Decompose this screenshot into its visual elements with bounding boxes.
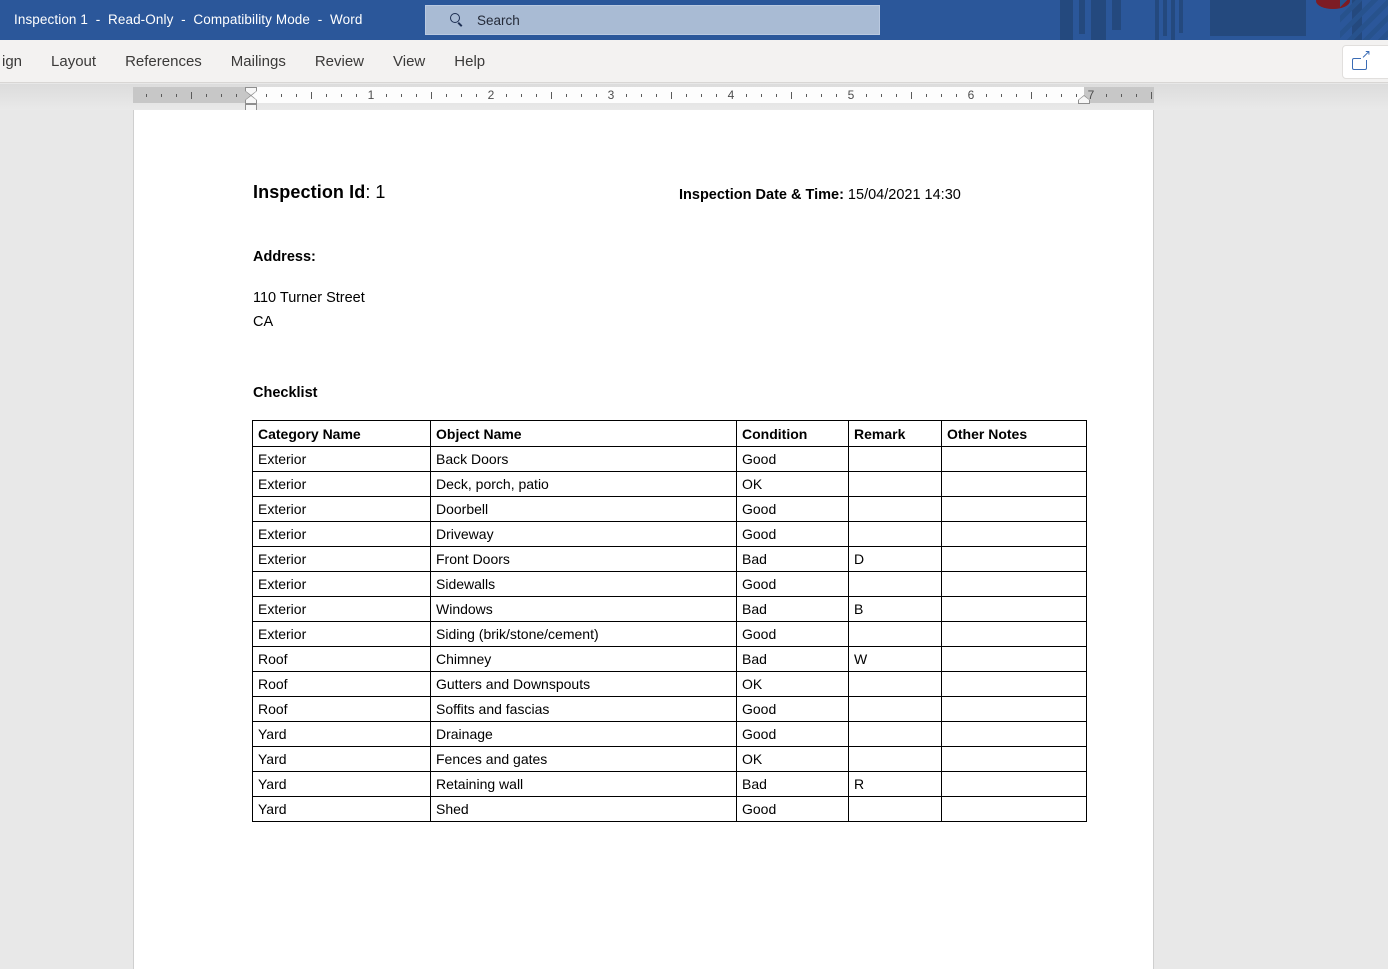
table-cell (849, 722, 942, 747)
table-row (253, 722, 1087, 747)
table-row (253, 497, 1087, 522)
table-cell: Yard (253, 797, 431, 822)
table-row (253, 747, 1087, 772)
ruler-tick (356, 94, 357, 97)
table-cell (942, 747, 1087, 772)
table-cell: Roof (253, 697, 431, 722)
column-header: Remark (849, 421, 942, 447)
ruler-tick (476, 94, 477, 97)
table-cell: Yard (253, 772, 431, 797)
ruler-tick (926, 94, 927, 97)
checklist-table-header (253, 421, 1087, 447)
table-cell: Exterior (253, 597, 431, 622)
table-cell (849, 672, 942, 697)
checklist-table-body (253, 447, 1087, 822)
table-cell: Driveway (431, 522, 737, 547)
ruler-tick (176, 94, 177, 97)
inspection-id-value: 1 (375, 182, 386, 202)
ruler-tick (1046, 94, 1047, 97)
table-cell (849, 697, 942, 722)
table-cell: Front Doors (431, 547, 737, 572)
table-row (253, 697, 1087, 722)
table-cell: Sidewalls (431, 572, 737, 597)
inspection-date-line (679, 187, 961, 203)
tab-view[interactable]: View (393, 52, 426, 70)
ruler-tick (341, 94, 342, 97)
inspection-date-value: 15/04/2021 14:30 (843, 187, 961, 203)
titlebar-decoration (1179, 0, 1183, 33)
table-cell: Exterior (253, 622, 431, 647)
table-cell: Good (737, 497, 849, 522)
tab-help[interactable]: Help (454, 52, 486, 70)
ruler-tick (311, 92, 312, 99)
ruler-tick (956, 94, 957, 97)
ruler-tick (296, 94, 297, 97)
ruler-tick (821, 94, 822, 97)
titlebar-decoration (1163, 0, 1167, 36)
ruler-tick (461, 94, 462, 97)
table-cell: Deck, porch, patio (431, 472, 737, 497)
ruler-tick (941, 94, 942, 97)
ruler-tick (146, 94, 147, 97)
table-cell: Doorbell (431, 497, 737, 522)
tab-layout[interactable]: Layout (51, 52, 97, 70)
column-header: Object Name (431, 421, 737, 447)
titlebar-decoration (1079, 0, 1085, 34)
tab-review[interactable]: Review (314, 52, 365, 70)
table-cell: OK (737, 472, 849, 497)
ruler-tick (671, 92, 672, 99)
ruler-tick (221, 94, 222, 97)
ruler-tick (446, 94, 447, 97)
table-cell (849, 522, 942, 547)
address-label: Address: (253, 249, 316, 265)
ruler-tick (641, 94, 642, 97)
table-cell: Good (737, 622, 849, 647)
ruler-tick (986, 94, 987, 97)
ruler-tick (281, 94, 282, 97)
table-cell (849, 497, 942, 522)
column-header: Category Name (253, 421, 431, 447)
ruler-tick (521, 94, 522, 97)
table-cell: Bad (737, 547, 849, 572)
table-cell (849, 447, 942, 472)
ruler-tick (416, 94, 417, 97)
document-page[interactable] (133, 110, 1154, 969)
inspection-id-separator: : (365, 182, 376, 202)
table-cell: Chimney (431, 647, 737, 672)
address-line: 110 Turner Street (253, 290, 365, 306)
titlebar-decoration (1091, 0, 1106, 40)
ruler-tick (761, 94, 762, 97)
table-row (253, 572, 1087, 597)
table-cell (942, 772, 1087, 797)
table-cell: Good (737, 447, 849, 472)
ruler-tick (896, 94, 897, 97)
table-cell (942, 797, 1087, 822)
ruler-tick (581, 94, 582, 97)
ruler-tick (881, 94, 882, 97)
ruler-inch-label: 1 (367, 88, 375, 102)
table-row (253, 772, 1087, 797)
ruler-tick (386, 94, 387, 97)
header-row (253, 421, 1087, 447)
ruler-tick (1151, 92, 1152, 99)
table-cell (942, 697, 1087, 722)
column-header: Condition (737, 421, 849, 447)
table-cell: Windows (431, 597, 737, 622)
table-row (253, 797, 1087, 822)
ruler-tick (1106, 94, 1107, 97)
table-row (253, 622, 1087, 647)
ribbon-tabs (0, 40, 1388, 82)
table-cell (849, 572, 942, 597)
ruler-tick (236, 94, 237, 97)
table-cell (942, 547, 1087, 572)
titlebar-decoration (1171, 0, 1175, 40)
ruler-tick (1076, 94, 1077, 97)
search-icon (450, 13, 464, 27)
ruler-tick (506, 94, 507, 97)
table-cell: Roof (253, 672, 431, 697)
ruler-tick (716, 94, 717, 97)
table-cell: Exterior (253, 572, 431, 597)
table-cell: Exterior (253, 497, 431, 522)
ruler-tick (266, 94, 267, 97)
inspection-id-label: Inspection Id (253, 182, 366, 202)
table-cell: Good (737, 797, 849, 822)
table-cell: Gutters and Downspouts (431, 672, 737, 697)
table-cell (942, 672, 1087, 697)
table-cell (942, 522, 1087, 547)
share-button[interactable] (1342, 45, 1388, 79)
table-cell: Back Doors (431, 447, 737, 472)
column-header: Other Notes (942, 421, 1087, 447)
titlebar-decoration (1210, 0, 1306, 36)
table-cell: Siding (brik/stone/cement) (431, 622, 737, 647)
table-cell: Soffits and fascias (431, 697, 737, 722)
titlebar-decoration (1340, 0, 1388, 40)
address-line: CA (253, 314, 274, 330)
table-cell: Bad (737, 772, 849, 797)
ruler-tick (1136, 94, 1137, 97)
table-cell: Yard (253, 722, 431, 747)
tab-references[interactable]: References (125, 52, 202, 70)
table-cell: W (849, 647, 942, 672)
ruler-tick (431, 92, 432, 99)
ruler-tick (1016, 94, 1017, 97)
table-cell (942, 597, 1087, 622)
table-cell: OK (737, 747, 849, 772)
ruler-tick (161, 94, 162, 97)
title-bar (0, 0, 1388, 40)
table-cell: D (849, 547, 942, 572)
titlebar-decoration (1060, 0, 1073, 40)
table-row (253, 447, 1087, 472)
ruler-tick (656, 94, 657, 97)
table-cell: Exterior (253, 547, 431, 572)
ruler-tick (776, 94, 777, 97)
table-cell (942, 722, 1087, 747)
table-cell (942, 447, 1087, 472)
table-row (253, 647, 1087, 672)
inspection-id-line (253, 182, 385, 203)
table-cell (849, 472, 942, 497)
table-cell (849, 747, 942, 772)
ruler-tick (326, 94, 327, 97)
tab-mailings[interactable]: Mailings (230, 52, 286, 70)
table-cell: Good (737, 522, 849, 547)
horizontal-ruler (133, 87, 1154, 103)
titlebar-decoration (1112, 0, 1121, 30)
window-title: Inspection 1 - Read-Only - Compatibility Mode - Word (14, 12, 363, 27)
ruler-inch-label: 4 (727, 88, 735, 102)
table-cell: Exterior (253, 447, 431, 472)
table-cell (942, 647, 1087, 672)
table-cell (942, 572, 1087, 597)
ruler-tick (626, 94, 627, 97)
table-row (253, 522, 1087, 547)
ribbon (0, 40, 1388, 83)
ruler-tick (596, 94, 597, 97)
table-row (253, 672, 1087, 697)
ruler-tick (806, 94, 807, 97)
titlebar-decoration (1155, 0, 1159, 40)
table-cell: Exterior (253, 472, 431, 497)
inspection-date-label: Inspection Date & Time: (679, 187, 844, 203)
ruler-inch-label: 5 (847, 88, 855, 102)
table-cell: R (849, 772, 942, 797)
ruler-inch-label: 3 (607, 88, 615, 102)
table-cell: Roof (253, 647, 431, 672)
table-cell: Good (737, 572, 849, 597)
ruler-inch-label: 7 (1087, 88, 1095, 102)
ruler-tick (401, 94, 402, 97)
ruler-active-area (251, 87, 1084, 103)
table-row (253, 547, 1087, 572)
table-cell: OK (737, 672, 849, 697)
ruler-inch-label: 6 (967, 88, 975, 102)
ruler-tick (686, 94, 687, 97)
table-cell: Good (737, 722, 849, 747)
ruler-tick (551, 92, 552, 99)
ruler-tick (566, 94, 567, 97)
table-cell: Exterior (253, 522, 431, 547)
share-icon (1352, 58, 1367, 70)
ruler-tick (746, 94, 747, 97)
table-cell (942, 472, 1087, 497)
ruler-tick (191, 92, 192, 99)
ruler-tick (1031, 92, 1032, 99)
ruler-tick (1001, 94, 1002, 97)
table-cell (942, 622, 1087, 647)
table-cell: Shed (431, 797, 737, 822)
table-cell: Bad (737, 647, 849, 672)
address-lines (253, 286, 365, 334)
table-cell: Fences and gates (431, 747, 737, 772)
table-cell: Yard (253, 747, 431, 772)
ruler-tick (206, 94, 207, 97)
table-cell (942, 497, 1087, 522)
search-placeholder: Search (477, 12, 520, 28)
table-row (253, 597, 1087, 622)
ruler-tick (866, 94, 867, 97)
ruler-tick (836, 94, 837, 97)
table-cell: Good (737, 697, 849, 722)
checklist-table (252, 420, 1087, 822)
ruler-tick (536, 94, 537, 97)
table-cell (849, 797, 942, 822)
checklist-heading: Checklist (253, 385, 318, 401)
ruler-strip (0, 84, 1388, 110)
ruler-tick (1061, 94, 1062, 97)
search-box[interactable] (425, 5, 880, 35)
table-cell: Retaining wall (431, 772, 737, 797)
ruler-tick (911, 92, 912, 99)
ruler-tick (701, 94, 702, 97)
table-row (253, 472, 1087, 497)
table-cell: Drainage (431, 722, 737, 747)
tab-design-partial[interactable]: ign (2, 52, 23, 70)
ruler-inch-label: 2 (487, 88, 495, 102)
ruler-tick (1121, 94, 1122, 97)
table-cell: B (849, 597, 942, 622)
ruler-tick (791, 92, 792, 99)
table-cell (849, 622, 942, 647)
table-cell: Bad (737, 597, 849, 622)
